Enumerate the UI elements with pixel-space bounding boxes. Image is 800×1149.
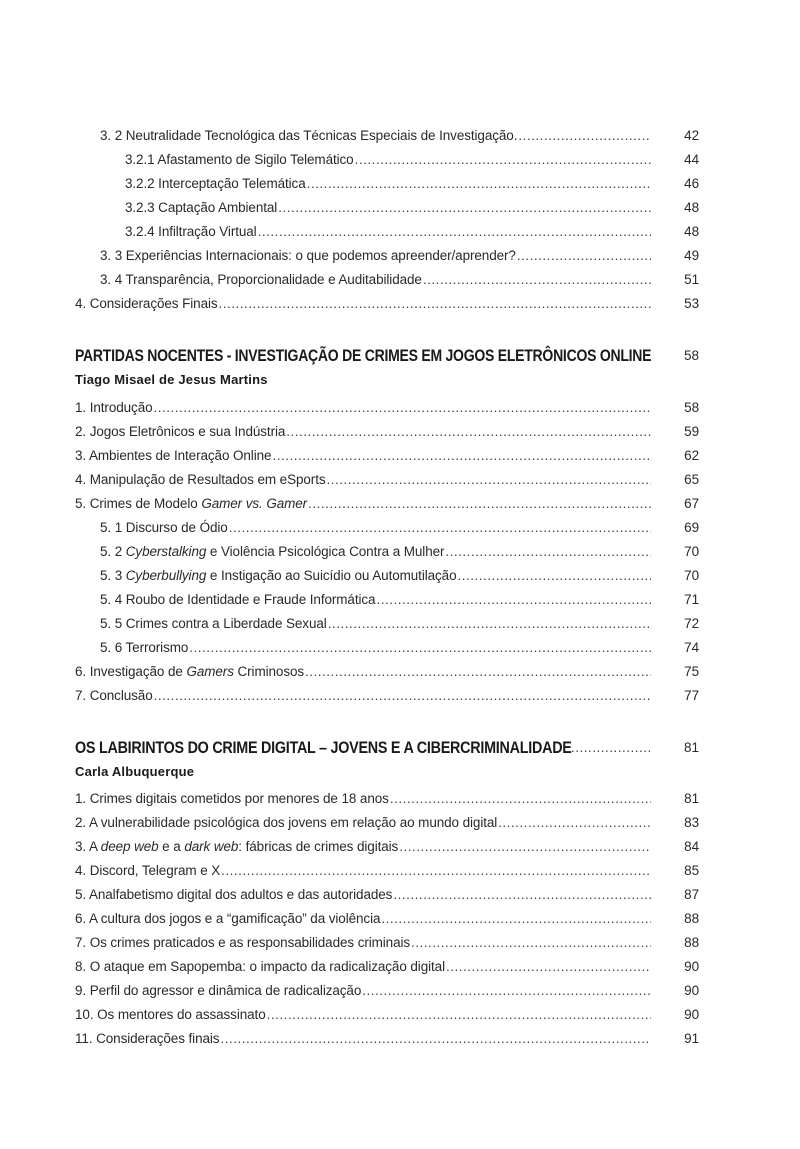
leader-dots <box>362 981 651 1001</box>
toc-entry-page: 53 <box>684 296 699 311</box>
toc-entry[interactable] <box>0 270 800 290</box>
toc-entry[interactable] <box>0 246 800 266</box>
leader-dots <box>286 422 651 442</box>
toc-entry-label: 10. Os mentores do assassinato <box>75 1005 267 1025</box>
toc-entry[interactable] <box>0 981 800 1001</box>
leader-dots <box>327 470 652 490</box>
toc-entry[interactable] <box>0 789 800 809</box>
toc-entry-label: 8. O ataque em Sapopemba: o impacto da radicalização digital <box>75 957 446 977</box>
toc-entry-page: 67 <box>684 496 699 511</box>
toc-entry-page: 48 <box>684 224 699 239</box>
leader-dots <box>305 662 651 682</box>
toc-entry-page: 71 <box>684 592 699 607</box>
toc-entry-page: 42 <box>684 128 699 143</box>
toc-entry-page: 44 <box>684 152 699 167</box>
toc-entry-page: 85 <box>684 863 699 878</box>
toc-entry-label: 5. 2 Cyberstalking e Violência Psicológica Contra a Mulher <box>100 542 445 562</box>
toc-entry-label: 3. Ambientes de Interação Online <box>75 446 272 466</box>
toc-entry[interactable] <box>0 957 800 977</box>
toc-entry-label: 1. Introdução <box>75 398 154 418</box>
leader-dots <box>517 246 651 266</box>
toc-entry-page: 49 <box>684 248 699 263</box>
toc-entry-label: 3.2.1 Afastamento de Sigilo Telemático <box>125 150 355 170</box>
toc-entry-page: 91 <box>684 1031 699 1046</box>
toc-entry-page: 90 <box>684 959 699 974</box>
toc-entry[interactable] <box>0 614 800 634</box>
toc-entry-label: 3. 4 Transparência, Proporcionalidade e Auditabilidade <box>100 270 423 290</box>
toc-entry-label: 2. Jogos Eletrônicos e sua Indústria <box>75 422 286 442</box>
toc-entry-page: 51 <box>684 272 699 287</box>
toc-entry-page: 65 <box>684 472 699 487</box>
toc-entry-page: 70 <box>684 568 699 583</box>
toc-entry[interactable] <box>0 909 800 929</box>
toc-entry-page: 83 <box>684 815 699 830</box>
leader-dots <box>445 542 651 562</box>
toc-entry-label: 6. Investigação de Gamers Criminosos <box>75 662 305 682</box>
toc-entry-page: 81 <box>684 791 699 806</box>
toc-entry-page: 48 <box>684 200 699 215</box>
toc-entry[interactable] <box>0 398 800 418</box>
toc-entry[interactable] <box>0 1029 800 1049</box>
toc-entry[interactable] <box>0 470 800 490</box>
leader-dots <box>411 933 651 953</box>
toc-entry-label: 6. A cultura dos jogos e a “gamificação” da violência <box>75 909 381 929</box>
leader-dots <box>229 518 651 538</box>
toc-entry[interactable] <box>0 198 800 218</box>
leader-dots <box>189 638 651 658</box>
toc-entry-page: 88 <box>684 935 699 950</box>
chapter-title-text: PARTIDAS NOCENTES - INVESTIGAÇÃO DE CRIMES EM JOGOS ELETRÔNICOS ONLINE <box>75 346 651 365</box>
leader-dots <box>154 398 651 418</box>
toc-entry-page: 84 <box>684 839 699 854</box>
leader-dots <box>446 957 651 977</box>
leader-dots <box>267 1005 651 1025</box>
leader-dots <box>355 150 651 170</box>
toc-entry[interactable] <box>0 686 800 706</box>
toc-entry-page: 70 <box>684 544 699 559</box>
toc-entry-label: 5. 4 Roubo de Identidade e Fraude Informática <box>100 590 376 610</box>
leader-dots <box>307 174 651 194</box>
toc-entry-label: 5. Analfabetismo digital dos adultos e das autoridades <box>75 885 393 905</box>
toc-entry[interactable] <box>0 638 800 658</box>
toc-entry[interactable] <box>0 861 800 881</box>
toc-entry[interactable] <box>0 885 800 905</box>
toc-entry[interactable] <box>0 813 800 833</box>
leader-dots <box>390 789 651 809</box>
chapter-page: 81 <box>683 740 699 755</box>
toc-entry-label: 7. Conclusão <box>75 686 154 706</box>
toc-entry-label: 5. 1 Discurso de Ódio <box>100 518 229 538</box>
toc-entry-label: 2. A vulnerabilidade psicológica dos jovens em relação ao mundo digital <box>75 813 498 833</box>
toc-entry[interactable] <box>0 174 800 194</box>
leader-dots <box>381 909 651 929</box>
toc-entry-label: 3. 2 Neutralidade Tecnológica das Técnicas Especiais de Investigação. <box>100 126 518 146</box>
toc-entry-label: 3.2.2 Interceptação Telemática <box>125 174 307 194</box>
toc-entry-label: 11. Considerações finais <box>75 1029 220 1049</box>
toc-entry[interactable] <box>0 494 800 514</box>
leader-dots <box>258 222 651 242</box>
leader-dots <box>518 126 651 146</box>
leader-dots <box>308 494 651 514</box>
toc-entry-label: 7. Os crimes praticados e as responsabilidades criminais <box>75 933 411 953</box>
chapter-title-text: OS LABIRINTOS DO CRIME DIGITAL – JOVENS E A CIBERCRIMINALIDADE <box>75 738 572 757</box>
chapter-title[interactable] <box>75 736 651 760</box>
leader-dots <box>272 446 651 466</box>
chapter-author: Tiago Misael de Jesus Martins <box>75 372 268 387</box>
toc-entry-label: 3.2.4 Infiltração Virtual <box>125 222 258 242</box>
toc-entry-label: 5. Crimes de Modelo Gamer vs. Gamer <box>75 494 308 514</box>
toc-entry-label: 3. A deep web e a dark web: fábricas de crimes digitais <box>75 837 399 857</box>
toc-entry[interactable] <box>0 294 800 314</box>
toc-entry-page: 75 <box>684 664 699 679</box>
leader-dots <box>393 885 651 905</box>
leader-dots <box>376 590 651 610</box>
toc-entry-page: 62 <box>684 448 699 463</box>
toc-entry-label: 9. Perfil do agressor e dinâmica de radicalização <box>75 981 362 1001</box>
toc-entry[interactable] <box>0 542 800 562</box>
toc-entry-page: 88 <box>684 911 699 926</box>
toc-entry-page: 72 <box>684 616 699 631</box>
toc-entry-page: 74 <box>684 640 699 655</box>
toc-entry-label: 4. Discord, Telegram e X <box>75 861 221 881</box>
toc-entry-label: 5. 6 Terrorismo <box>100 638 189 658</box>
toc-entry[interactable] <box>0 222 800 242</box>
toc-entry[interactable] <box>0 662 800 682</box>
toc-entry-page: 77 <box>684 688 699 703</box>
toc-entry[interactable] <box>0 446 800 466</box>
leader-dots <box>399 837 651 857</box>
toc-entry-page: 59 <box>684 424 699 439</box>
toc-entry-page: 46 <box>684 176 699 191</box>
leader-dots <box>328 614 651 634</box>
toc-entry[interactable] <box>0 518 800 538</box>
leader-dots <box>458 566 652 586</box>
toc-entry[interactable] <box>0 837 800 857</box>
leader-dots <box>154 686 651 706</box>
leader-dots <box>220 1029 651 1049</box>
toc-entry-label: 3.2.3 Captação Ambiental <box>125 198 278 218</box>
toc-entry-label: 4. Considerações Finais <box>75 294 219 314</box>
toc-entry[interactable] <box>0 422 800 442</box>
toc-entry-page: 90 <box>684 983 699 998</box>
toc-entry-label: 3. 3 Experiências Internacionais: o que podemos apreender/aprender? <box>100 246 517 266</box>
leader-dots <box>498 813 651 833</box>
toc-entry[interactable] <box>0 933 800 953</box>
leader-dots <box>423 270 651 290</box>
toc-entry[interactable] <box>0 566 800 586</box>
chapter-title[interactable] <box>75 344 651 368</box>
toc-entry-label: 5. 3 Cyberbullying e Instigação ao Suicídio ou Automutilação <box>100 566 458 586</box>
leader-dots <box>219 294 651 314</box>
toc-entry[interactable] <box>0 150 800 170</box>
toc-entry-page: 87 <box>684 887 699 902</box>
toc-entry-label: 5. 5 Crimes contra a Liberdade Sexual <box>100 614 328 634</box>
toc-entry[interactable] <box>0 590 800 610</box>
leader-dots <box>571 736 651 760</box>
toc-entry-page: 90 <box>684 1007 699 1022</box>
leader-dots <box>221 861 651 881</box>
toc-entry-label: 4. Manipulação de Resultados em eSports <box>75 470 327 490</box>
toc-entry-page: 58 <box>684 400 699 415</box>
chapter-page: 58 <box>683 348 699 363</box>
toc-entry-label: 1. Crimes digitais cometidos por menores de 18 anos <box>75 789 390 809</box>
leader-dots <box>278 198 651 218</box>
toc-entry[interactable] <box>0 1005 800 1025</box>
chapter-author: Carla Albuquerque <box>75 764 195 779</box>
toc-entry[interactable] <box>0 126 800 146</box>
toc-entry-page: 69 <box>684 520 699 535</box>
